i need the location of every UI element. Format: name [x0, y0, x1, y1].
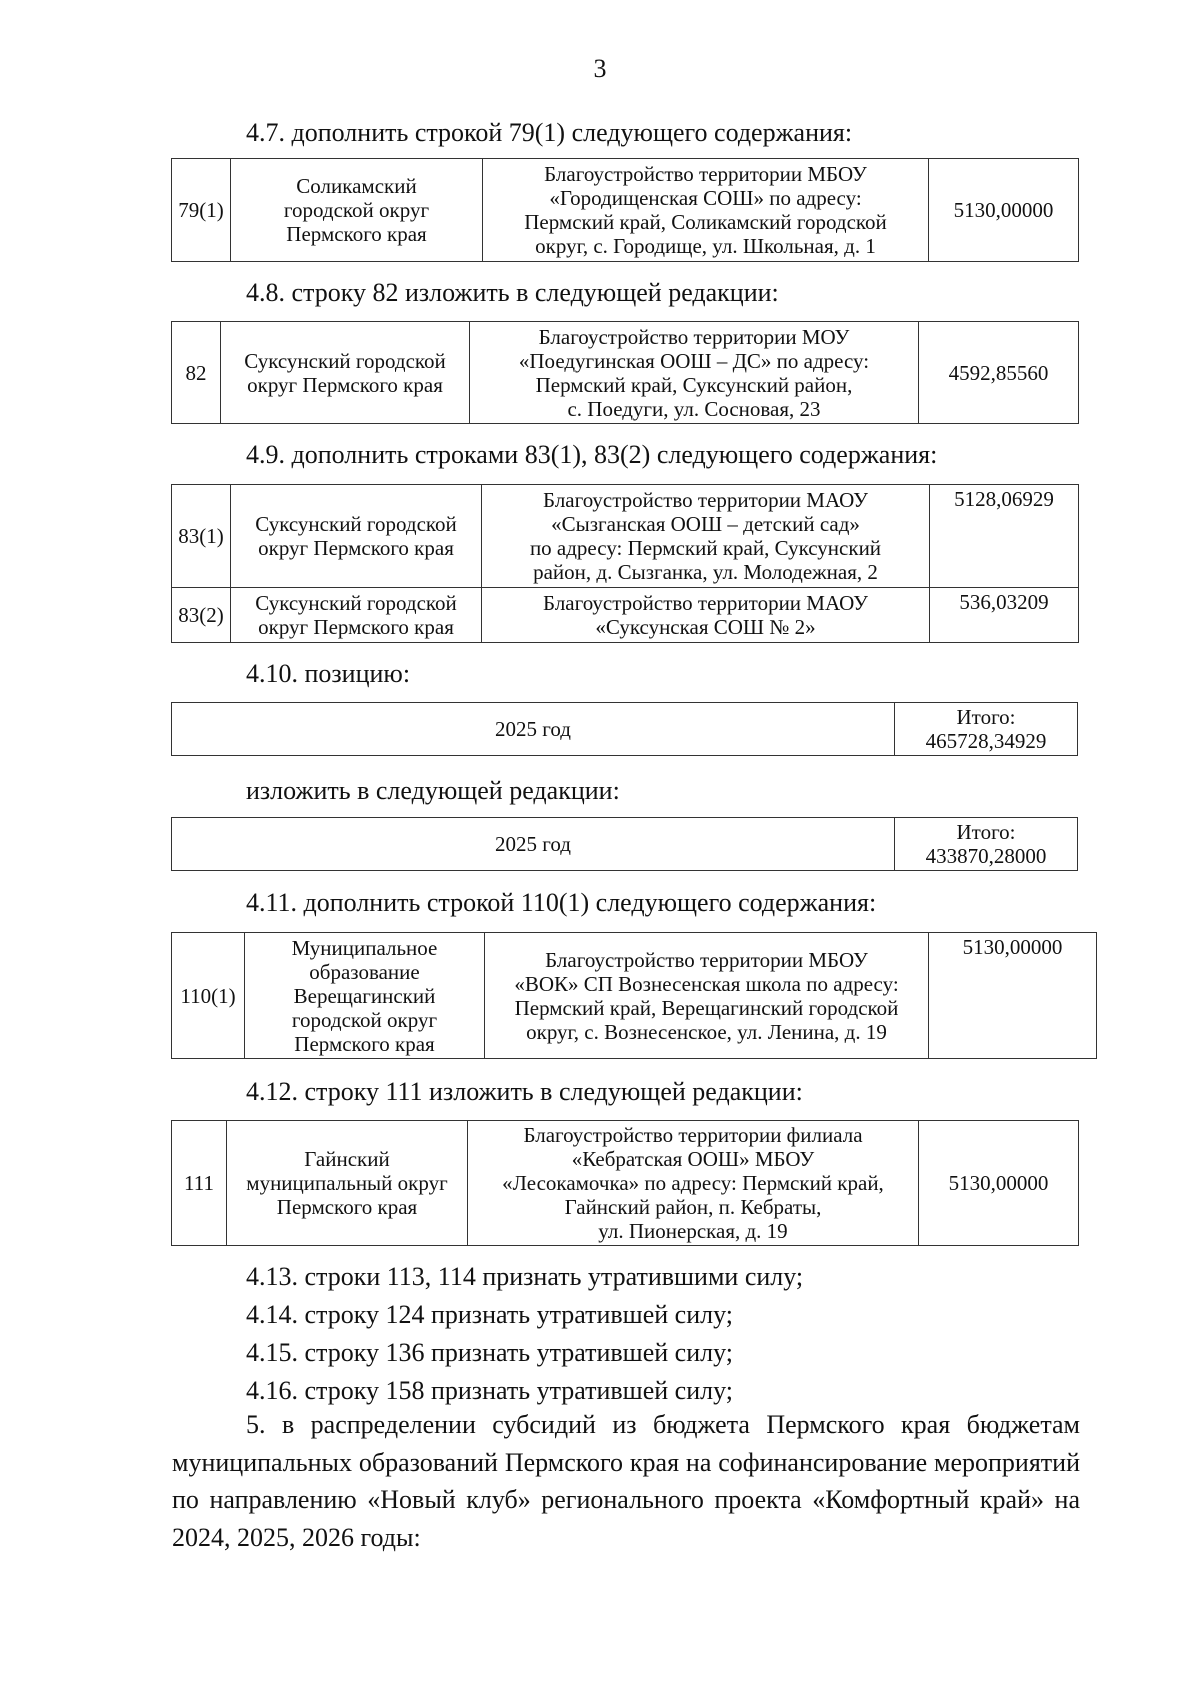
page-number: 3: [593, 54, 607, 83]
amount-cell: 536,03209: [930, 588, 1079, 643]
table-row-82: [171, 321, 1079, 424]
total-cell: Итого: 433870,28000: [895, 818, 1078, 871]
section-4-12-heading: 4.12. строку 111 изложить в следующей редакции:: [246, 1077, 803, 1106]
table-total-old: [171, 702, 1078, 756]
row-number: 82: [172, 322, 221, 424]
table-row-110-1: [171, 932, 1097, 1059]
amount-cell: 5130,00000: [929, 933, 1097, 1059]
amount-cell: 5128,06929: [930, 485, 1079, 588]
table-total-new: [171, 817, 1078, 871]
row-number: 79(1): [172, 159, 231, 262]
item-4-16: 4.16. строку 158 признать утратившей силу;: [246, 1376, 733, 1405]
description-cell: Благоустройство территории филиала «Кебратская ООШ» МБОУ «Лесокамочка» по адресу: Пермский край, Гайнский район, п. Кебраты, ул. Пионерская, д. 19: [468, 1121, 919, 1246]
total-cell: Итого: 465728,34929: [895, 703, 1078, 756]
description-cell: Благоустройство территории МБОУ «Городищенская СОШ» по адресу: Пермский край, Соликамский городской округ, с. Городище, ул. Школьная, д. 1: [483, 159, 929, 262]
section-4-11-heading: 4.11. дополнить строкой 110(1) следующего содержания:: [246, 888, 877, 917]
year-cell: 2025 год: [172, 818, 895, 871]
section-4-7-heading: 4.7. дополнить строкой 79(1) следующего содержания:: [246, 118, 853, 147]
row-number: 110(1): [172, 933, 245, 1059]
item-4-15: 4.15. строку 136 признать утратившей силу;: [246, 1338, 733, 1367]
description-cell: Благоустройство территории МАОУ «Сызганская ООШ – детский сад» по адресу: Пермский край, Суксунский район, д. Сызганка, ул. Молодежная, 2: [482, 485, 930, 588]
municipality-cell: Суксунский городской округ Пермского края: [231, 588, 482, 643]
table-rows-83: [171, 484, 1079, 643]
municipality-cell: Гайнский муниципальный округ Пермского края: [227, 1121, 468, 1246]
row-number: 83(1): [172, 485, 231, 588]
section-4-8-heading: 4.8. строку 82 изложить в следующей редакции:: [246, 278, 779, 307]
description-cell: Благоустройство территории МБОУ «ВОК» СП Вознесенская школа по адресу: Пермский край, Верещагинский городской округ, с. Вознесенское, ул. Ленина, д. 19: [485, 933, 929, 1059]
replace-text: изложить в следующей редакции:: [246, 776, 620, 805]
description-cell: Благоустройство территории МАОУ «Суксунская СОШ № 2»: [482, 588, 930, 643]
amount-cell: 4592,85560: [919, 322, 1079, 424]
municipality-cell: Муниципальное образование Верещагинский городской округ Пермского края: [245, 933, 485, 1059]
section-4-10-heading: 4.10. позицию:: [246, 659, 411, 688]
amount-cell: 5130,00000: [919, 1121, 1079, 1246]
item-4-13: 4.13. строки 113, 114 признать утратившими силу;: [246, 1262, 804, 1291]
final-paragraph: 5. в распределении субсидий из бюджета Пермского края бюджетам муниципальных образований Пермского края на софинансирование мероприятий по направлению «Новый клуб» регионального проекта «Комфортный край» на 2024, 2025, 2026 годы:: [172, 1410, 1080, 1552]
table-row-111: [171, 1120, 1079, 1246]
row-number: 83(2): [172, 588, 231, 643]
year-cell: 2025 год: [172, 703, 895, 756]
municipality-cell: Суксунский городской округ Пермского края: [231, 485, 482, 588]
amount-cell: 5130,00000: [929, 159, 1079, 262]
section-4-9-heading: 4.9. дополнить строками 83(1), 83(2) следующего содержания:: [246, 440, 938, 469]
table-row-79-1: [171, 158, 1079, 262]
item-4-14: 4.14. строку 124 признать утратившей силу;: [246, 1300, 733, 1329]
municipality-cell: Суксунский городской округ Пермского края: [221, 322, 470, 424]
row-number: 111: [172, 1121, 227, 1246]
municipality-cell: Соликамский городской округ Пермского края: [231, 159, 483, 262]
description-cell: Благоустройство территории МОУ «Поедугинская ООШ – ДС» по адресу: Пермский край, Суксунский район, с. Поедуги, ул. Сосновая, 23: [470, 322, 919, 424]
